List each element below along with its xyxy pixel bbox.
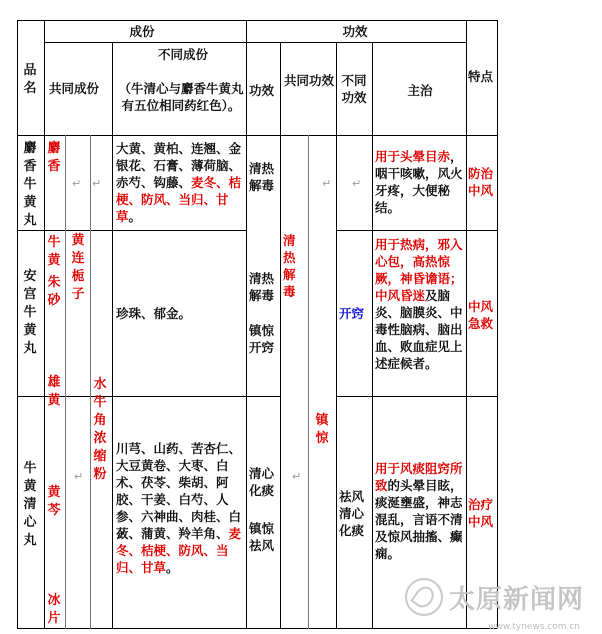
row-divider-1c (336, 230, 497, 231)
header-efficacy: 功效 (249, 83, 275, 98)
sub-col-line-3 (308, 135, 309, 629)
diff-ingredients-shexiang: 大黄、黄柏、连翘、金银花、石膏、薄荷脑、赤芍、钩藤、麦冬、桔梗、防风、当归、甘草。 (116, 141, 242, 224)
efficacy-qingxin-2: 镇惊祛风 (249, 521, 275, 553)
paragraph-mark: ↵ (292, 470, 302, 483)
shared-effect-zhenjing: 镇惊 (315, 413, 329, 446)
header-common-efficacy: 共同功效 (283, 73, 334, 88)
header-bottom-line (17, 135, 497, 136)
efficacy-qingxin-1: 清心化痰 (249, 466, 275, 498)
paragraph-mark: ↵ (352, 177, 362, 190)
header-product-name: 品名 (23, 63, 37, 96)
watermark-logo-icon (405, 578, 443, 616)
feature-angong: 中风急救 (468, 299, 494, 331)
shared-ingredient-huangqin: 黄芩 (47, 485, 61, 518)
efficacy-angong-2: 镇惊开窍 (249, 323, 275, 355)
treatment-shexiang: 用于头晕目赤，咽干咳嗽，风火牙疼，大便秘结。 (375, 149, 463, 215)
shared-ingredient-huanglian-zhizi: 黄连栀子 (71, 233, 85, 302)
row-divider-1b (112, 230, 246, 231)
watermark (405, 578, 584, 616)
col-divider-common-effects (336, 42, 337, 629)
header-ingredients: 成份 (129, 24, 155, 39)
table-border-bottom (17, 628, 497, 629)
row-divider-2c (336, 396, 497, 397)
row-divider-2b (112, 396, 280, 397)
shared-ingredient-bingpian: 冰片 (47, 593, 61, 626)
shared-ingredient-shuiniujiao: 水牛角浓缩粉 (93, 377, 107, 482)
header-main-treatment: 主治 (407, 83, 433, 98)
feature-shexiang: 防治中风 (468, 166, 494, 198)
header-different-ingredients-note: （牛清心与麝香牛黄丸有五位相同药红色）。 (118, 81, 244, 113)
product-name-shexiang: 麝香牛黄丸 (23, 141, 37, 228)
shared-ingredient-niuhuang: 牛黄 (47, 235, 61, 268)
col-divider-treatment (466, 20, 467, 629)
header-effects: 功效 (342, 24, 368, 39)
paragraph-mark: ↵ (72, 177, 82, 190)
shared-effect-qingre-jiedu: 清热解毒 (283, 233, 296, 299)
efficacy-angong-1: 清热解毒 (249, 271, 275, 303)
shared-ingredient-shexiang: 麝香 (47, 141, 61, 174)
header-features: 特点 (468, 69, 494, 84)
col-divider-common (112, 42, 113, 629)
feature-qingxin: 治疗中风 (468, 497, 494, 529)
col-divider-name (44, 20, 45, 629)
diff-effect-qingxin: 祛风清心化痰 (339, 489, 365, 538)
table-border-left (17, 20, 18, 629)
diff-ingredients-angong: 珍珠、郁金。 (116, 306, 192, 321)
shared-ingredient-zhusha: 朱砂 (47, 275, 61, 308)
table-border-right (497, 20, 498, 629)
paragraph-mark: ↵ (92, 177, 102, 190)
header-different-ingredients: 不同成份 (157, 47, 208, 62)
header-different-efficacy: 不同功效 (341, 73, 367, 105)
table-border-top (17, 20, 497, 21)
treatment-angong: 用于热病，邪入心包，高热惊厥，神昏谵语；中风昏迷及脑炎、脑膜炎、中毒性脑病、脑出血、败血症见上述症候者。 (375, 237, 463, 371)
treatment-qingxin: 用于风痰阻窍所致的头晕目眩，痰涎壅盛，神志混乱，言语不清及惊风抽搐、癫痫。 (375, 461, 463, 561)
watermark-title: 太原新闻网 (448, 584, 584, 615)
shared-ingredient-xionghuang: 雄黄 (47, 375, 61, 408)
paragraph-mark: ↵ (322, 177, 332, 190)
col-divider-diff-effects (372, 42, 373, 629)
paragraph-mark: ↵ (74, 470, 84, 483)
diff-ingredients-qingxin: 川芎、山药、苦杏仁、大豆黄卷、大枣、白术、茯苓、柴胡、阿胶、干姜、白芍、人参、六神曲、肉桂、白蔹、蒲黄、羚羊角、麦冬、桔梗、防风、当归、甘草。 (116, 441, 242, 575)
product-name-angong: 安宫牛黄丸 (23, 269, 37, 356)
header-divider (44, 42, 466, 43)
product-name-qingxin: 牛黄清心丸 (23, 461, 37, 548)
header-common-ingredients: 共同成份 (49, 81, 100, 96)
col-divider-ingredients (246, 20, 247, 629)
diff-effect-angong: 开窍 (339, 306, 365, 321)
col-divider-efficacy (280, 42, 281, 629)
sub-col-line-1 (65, 135, 66, 629)
efficacy-shexiang: 清热解毒 (249, 161, 275, 193)
sub-col-line-2 (90, 135, 91, 629)
watermark-url: www.tynews.com.cn (488, 622, 580, 632)
